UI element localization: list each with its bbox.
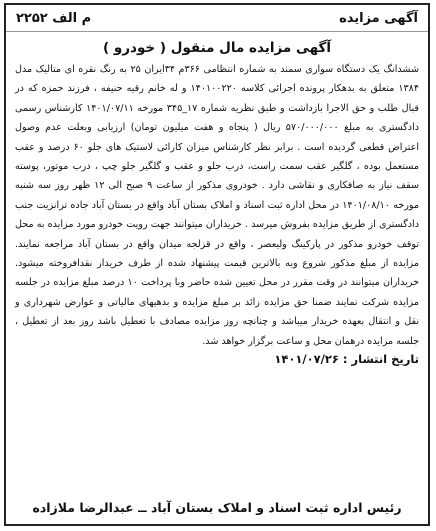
notice-header [6, 5, 428, 32]
notice-title: آگهی مزایده مال منقول ( خودرو ) [103, 40, 331, 56]
notice-kind: آگهی مزایده [339, 10, 418, 26]
notice-body: ششدانگ یک دستگاه سواری سمند به شماره انتظامی ۳۶۶م ۳۴ایران ۲۵ به رنگ نقره ای متالیک مدل ۱۳۸۴ متعلق به بدهکار پرونده اجرائی کلاسه ۱۴۰۱۰۰۲۲۰ و له خانم رقیه حنیفه ، فرزند حمزه که در قبال طلب و حق الاجرا بازداشت و طبق نظریه شماره ۱۷_۳۴۵ مورخه ۱۴۰۱/۰۷/۱۱ کارشناس رسمی دادگستری به مبلغ ۵۷۰/۰۰۰/۰۰۰ ریال ( پنجاه و هفت میلیون تومان) ارزیابی وبعلت عدم وصول اعتراض قطعی گردیده است . برابر نظر کارشناس میزان کارائی لاستیک های جلو ۶۰ درصد و عقب مستعمل بوده ، گلگیر عقب سمت راست، درب جلو و عقب و گلگیر جلو چپ ، درب موتور، پوسته سقف نیاز به صافکاری و نقاشی دارد . خودروی مذکور از ساعت ۹ صبح الی ۱۲ ظهر روز سه شنبه مورخه ۱۴۰۱/۰۸/۱۰ در محل اداره ثبت اسناد و املاک بستان آباد واقع در بستان آباد جاده ترانزیت جنب دادگستری از طریق مزایده بفروش میرسد . خریداران میتوانند جهت رویت خودرو مورد مزایده به محل توقف خودرو مذکور در پارکینگ ولیعصر ، واقع در قزلجه میدان واقع در بستان آباد مراجعه نمایند. مزایده از مبلغ مذکور شروع وبه بالاترین قیمت پیشنهاد شده از طرف خریدار نقدافروخته میشود. خریداران میتوانند در وقت مقرر در محل تعیین شده حاضر وبا پرداخت ۱۰ درصد مبلغ مزایده در جلسه مزایده شرکت نمایند ضمنا حق مزایده زائد بر مبلغ مزایده و بدهیهای مالیاتی و عوارض شهرداری و نقل و انتقال بعهده خریدار میباشد و چنانچه روز مزایده مصادف با تعطیل باشد روز بعد از تعطیل ، جلسه مزایده درهمان محل و ساعت برگزار خواهد شد. [15, 64, 420, 347]
signature: رئیس اداره ثبت اسناد و املاک بستان آباد ــ عبدالرضا ملازاده [32, 500, 402, 515]
notice-code: م الف ۲۲۵۲ [16, 10, 92, 26]
publish-date: تاریخ انتشار : ۱۴۰۱/۰۷/۲۶ [274, 352, 419, 367]
auction-notice [4, 3, 430, 526]
